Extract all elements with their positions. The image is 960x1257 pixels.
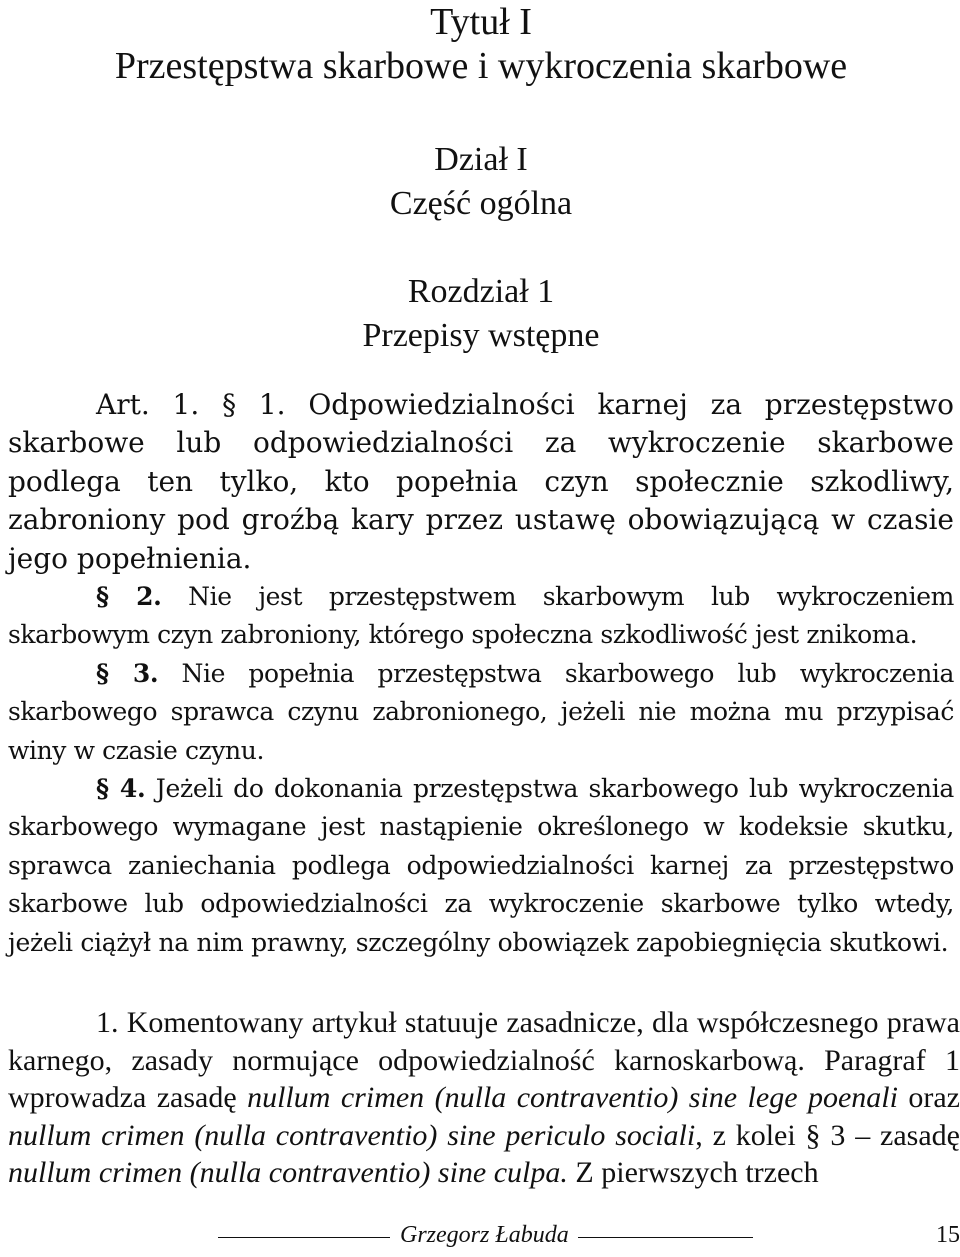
latin-maxim-2: nullum crimen (nulla contraventio) sine periculo sociali xyxy=(8,1118,696,1152)
footer-author: Grzegorz Łabuda xyxy=(400,1222,569,1248)
paragraph-mark-1: § 1. xyxy=(222,388,286,421)
paragraph-text-2: Nie jest przestępstwem skarbowym lub wykroczeniem skarbowym czyn zabroniony, którego społeczna szkodliwość jest znikoma. xyxy=(8,582,954,650)
chapter-number: Rozdział 1 xyxy=(407,273,555,310)
division-heading xyxy=(8,138,954,226)
article-paragraph-4 xyxy=(8,770,954,962)
commentary-text xyxy=(8,1004,960,1192)
paragraph-mark-2: § 2. xyxy=(96,582,162,612)
page-footer xyxy=(8,1218,960,1254)
paragraph-mark-4: § 4. xyxy=(96,774,146,804)
paragraph-mark-3: § 3. xyxy=(96,658,159,688)
commentary-paragraph-1 xyxy=(8,1004,960,1192)
footer-rule-left xyxy=(218,1237,390,1238)
footer-rule-right xyxy=(578,1237,753,1238)
article-lead: Art. 1. xyxy=(96,388,200,421)
article-paragraph-3 xyxy=(8,655,954,770)
title-number: Tytuł I xyxy=(430,1,532,43)
paragraph-text-3: Nie popełnia przestępstwa skarbowego lub wykroczenia skarbowego sprawca czynu zabronionego, jeżeli nie można mu przypisać winy w czasie czynu. xyxy=(8,658,955,765)
commentary-text-1: Komentowany artykuł statuuje zasadnicze, dla współczesnego prawa karnego, zasady normujące odpowiedzialność karnoskarbową. Paragraf 1 wprowadza zasadę xyxy=(8,1006,960,1114)
commentary-text-2: oraz xyxy=(897,1081,960,1114)
page-number: 15 xyxy=(936,1222,960,1248)
chapter-name: Przepisy wstępne xyxy=(362,317,600,354)
commentary-number: 1. xyxy=(96,1006,119,1039)
article-text xyxy=(8,386,954,962)
article-paragraph-1 xyxy=(8,386,954,578)
title-name: Przestępstwa skarbowe i wykroczenia skarbowe xyxy=(114,45,848,87)
title-heading xyxy=(8,0,954,88)
latin-maxim-1: nullum crimen (nulla contraventio) sine lege poenali xyxy=(247,1081,898,1114)
division-number: Dział I xyxy=(434,141,528,178)
article-paragraph-2 xyxy=(8,578,954,655)
document-page xyxy=(8,0,960,1257)
latin-maxim-3: nullum crimen (nulla contraventio) sine culpa. xyxy=(8,1156,568,1189)
paragraph-text-4: Jeżeli do dokonania przestępstwa skarbowego lub wykroczenia skarbowego wymagane jest nastąpienie określonego w kodeksie skutku, sprawca zaniechania podlega odpowiedzialności karnej za przestępstwo skarbowe lub odpowiedzialności za wykroczenie skarbowe tylko wtedy, jeżeli ciążył na nim prawny, szczególny obowiązek zapobiegnięcia skutkowi. xyxy=(8,774,954,957)
commentary-text-4: Z pierwszych trzech xyxy=(567,1156,819,1189)
chapter-heading xyxy=(8,270,954,358)
paragraph-text-1: Odpowiedzialności karnej za przestępstwo skarbowe lub odpowiedzialności za wykroczenie skarbowe podlega ten tylko, kto popełnia czyn społecznie szkodliwy, zabroniony pod groźbą kary przez ustawę obowiązującą w czasie jego popełnienia. xyxy=(8,388,954,575)
division-name: Część ogólna xyxy=(389,185,573,222)
commentary-text-3: , z kolei § 3 – zasadę xyxy=(695,1118,960,1152)
